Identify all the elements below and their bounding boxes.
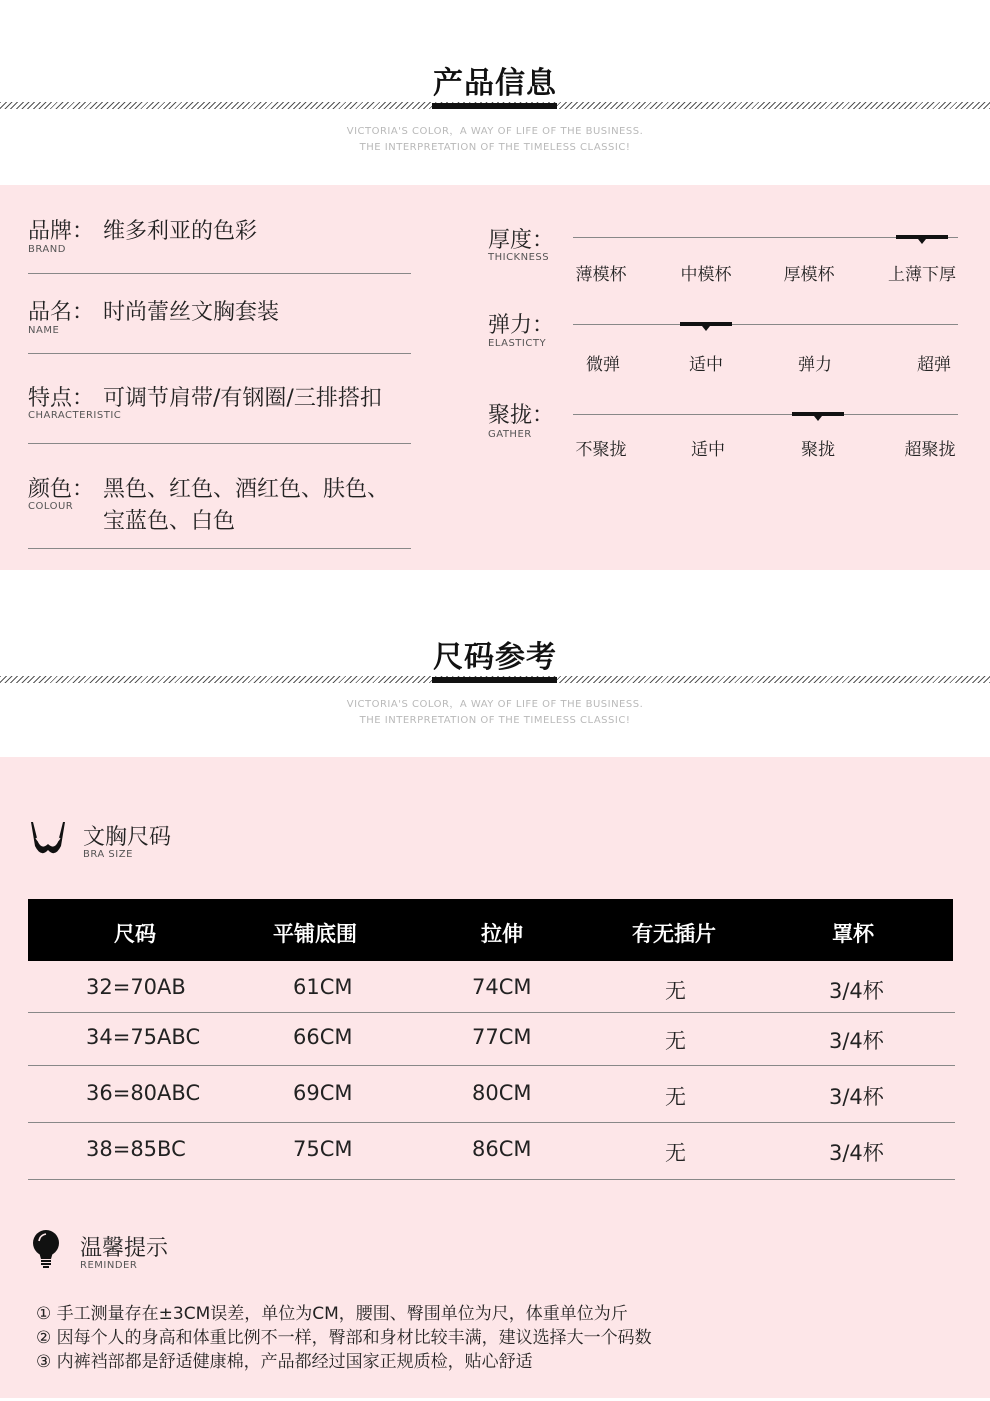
brand-en: BRAND bbox=[28, 244, 66, 255]
cell-underbust: 61CM bbox=[293, 975, 353, 999]
color-value-line-1: 黑色、红色、酒红色、肤色、 bbox=[103, 477, 390, 502]
cell-underbust: 75CM bbox=[293, 1137, 353, 1161]
size-reference-title: 尺码参考 bbox=[433, 640, 557, 675]
col-header-underbust: 平铺底围 bbox=[273, 922, 357, 946]
cell-insert: 无 bbox=[665, 1029, 686, 1053]
gather-scale-line bbox=[573, 414, 958, 415]
feature-value: 可调节肩带/有钢圈/三排搭扣 bbox=[103, 386, 382, 411]
cell-stretch: 74CM bbox=[472, 975, 532, 999]
col-header-stretch: 拉伸 bbox=[481, 922, 523, 946]
gather-label: 聚拢： bbox=[488, 403, 555, 428]
cell-underbust: 66CM bbox=[293, 1025, 353, 1049]
gather-en: GATHER bbox=[488, 429, 532, 440]
gather-option: 超聚拢 bbox=[904, 440, 956, 460]
tagline bbox=[0, 124, 990, 156]
cell-cup: 3/4杯 bbox=[829, 1085, 884, 1109]
gather-option: 聚拢 bbox=[801, 440, 835, 460]
cell-cup: 3/4杯 bbox=[829, 1029, 884, 1053]
brand-value: 维多利亚的色彩 bbox=[103, 219, 258, 244]
divider bbox=[28, 353, 411, 354]
color-label: 颜色： bbox=[28, 477, 95, 502]
row-divider bbox=[28, 1122, 955, 1123]
gather-option: 不聚拢 bbox=[575, 440, 627, 460]
thickness-option: 厚模杯 bbox=[783, 265, 835, 285]
thickness-option: 中模杯 bbox=[680, 265, 732, 285]
name-en: NAME bbox=[28, 325, 60, 336]
reminder-item: ③ 内裤裆部都是舒适健康棉，产品都经过国家正规质检，贴心舒适 bbox=[36, 1352, 533, 1372]
reminder-title: 温馨提示 bbox=[80, 1236, 169, 1261]
cell-stretch: 77CM bbox=[472, 1025, 532, 1049]
divider bbox=[28, 548, 411, 549]
cell-size: 38=85BC bbox=[86, 1137, 186, 1161]
feature-label: 特点： bbox=[28, 386, 95, 411]
reminder-en: REMINDER bbox=[80, 1260, 138, 1271]
elasticity-option: 弹力 bbox=[798, 355, 832, 375]
col-header-cup: 罩杯 bbox=[832, 922, 874, 946]
color-value-line-2: 宝蓝色、白色 bbox=[103, 509, 236, 534]
tagline bbox=[0, 697, 990, 729]
cell-cup: 3/4杯 bbox=[829, 1141, 884, 1165]
elasticity-scale-line bbox=[573, 324, 958, 325]
cell-insert: 无 bbox=[665, 1085, 686, 1109]
feature-en: CHARACTERISTIC bbox=[28, 410, 122, 421]
bra-size-title: 文胸尺码 bbox=[83, 825, 172, 850]
title-underline bbox=[432, 677, 557, 683]
tagline-line-1: VICTORIA'S COLOR，A WAY OF LIFE OF THE BUSINESS. bbox=[346, 699, 644, 710]
thickness-en: THICKNESS bbox=[488, 252, 550, 263]
reminder-item: ① 手工测量存在±3CM误差，单位为CM，腰围、臀围单位为尺，体重单位为斤 bbox=[36, 1304, 628, 1324]
size-table-header bbox=[28, 899, 953, 961]
row-divider bbox=[28, 1012, 955, 1013]
tagline-line-2: THE INTERPRETATION OF THE TIMELESS CLASSIC! bbox=[359, 715, 631, 726]
thickness-option: 上薄下厚 bbox=[888, 265, 956, 285]
cell-size: 32=70AB bbox=[86, 975, 186, 999]
col-header-size: 尺码 bbox=[114, 922, 156, 946]
reminder-item: ② 因每个人的身高和体重比例不一样，臀部和身材比较丰满，建议选择大一个码数 bbox=[36, 1328, 652, 1348]
cell-insert: 无 bbox=[665, 979, 686, 1003]
row-divider bbox=[28, 1065, 955, 1066]
elasticity-selected-notch bbox=[702, 326, 710, 331]
elasticity-en: ELASTICTY bbox=[488, 338, 547, 349]
row-divider bbox=[28, 1179, 955, 1180]
product-info-title: 产品信息 bbox=[433, 66, 557, 101]
cell-stretch: 86CM bbox=[472, 1137, 532, 1161]
gather-option: 适中 bbox=[691, 440, 725, 460]
elasticity-option: 超弹 bbox=[917, 355, 951, 375]
bra-icon bbox=[28, 820, 68, 858]
cell-size: 36=80ABC bbox=[86, 1081, 201, 1105]
title-underline bbox=[432, 103, 557, 109]
color-en: COLOUR bbox=[28, 501, 74, 512]
lightbulb-icon bbox=[30, 1228, 64, 1270]
elasticity-option: 适中 bbox=[689, 355, 723, 375]
name-value: 时尚蕾丝文胸套装 bbox=[103, 300, 280, 325]
col-header-insert: 有无插片 bbox=[632, 922, 716, 946]
elasticity-option: 微弹 bbox=[586, 355, 620, 375]
brand-label: 品牌： bbox=[28, 219, 95, 244]
cell-underbust: 69CM bbox=[293, 1081, 353, 1105]
bra-size-en: BRA SIZE bbox=[83, 849, 133, 860]
name-label: 品名： bbox=[28, 300, 95, 325]
tagline-line-1: VICTORIA'S COLOR，A WAY OF LIFE OF THE BUSINESS. bbox=[346, 126, 644, 137]
cell-stretch: 80CM bbox=[472, 1081, 532, 1105]
divider bbox=[28, 273, 411, 274]
thickness-selected-notch bbox=[918, 239, 926, 244]
tagline-line-2: THE INTERPRETATION OF THE TIMELESS CLASSIC! bbox=[359, 142, 631, 153]
gather-selected-notch bbox=[814, 416, 822, 421]
cell-insert: 无 bbox=[665, 1141, 686, 1165]
elasticity-label: 弹力： bbox=[488, 313, 555, 338]
thickness-label: 厚度： bbox=[488, 228, 555, 253]
cell-cup: 3/4杯 bbox=[829, 979, 884, 1003]
divider bbox=[28, 443, 411, 444]
cell-size: 34=75ABC bbox=[86, 1025, 201, 1049]
thickness-option: 薄模杯 bbox=[575, 265, 627, 285]
